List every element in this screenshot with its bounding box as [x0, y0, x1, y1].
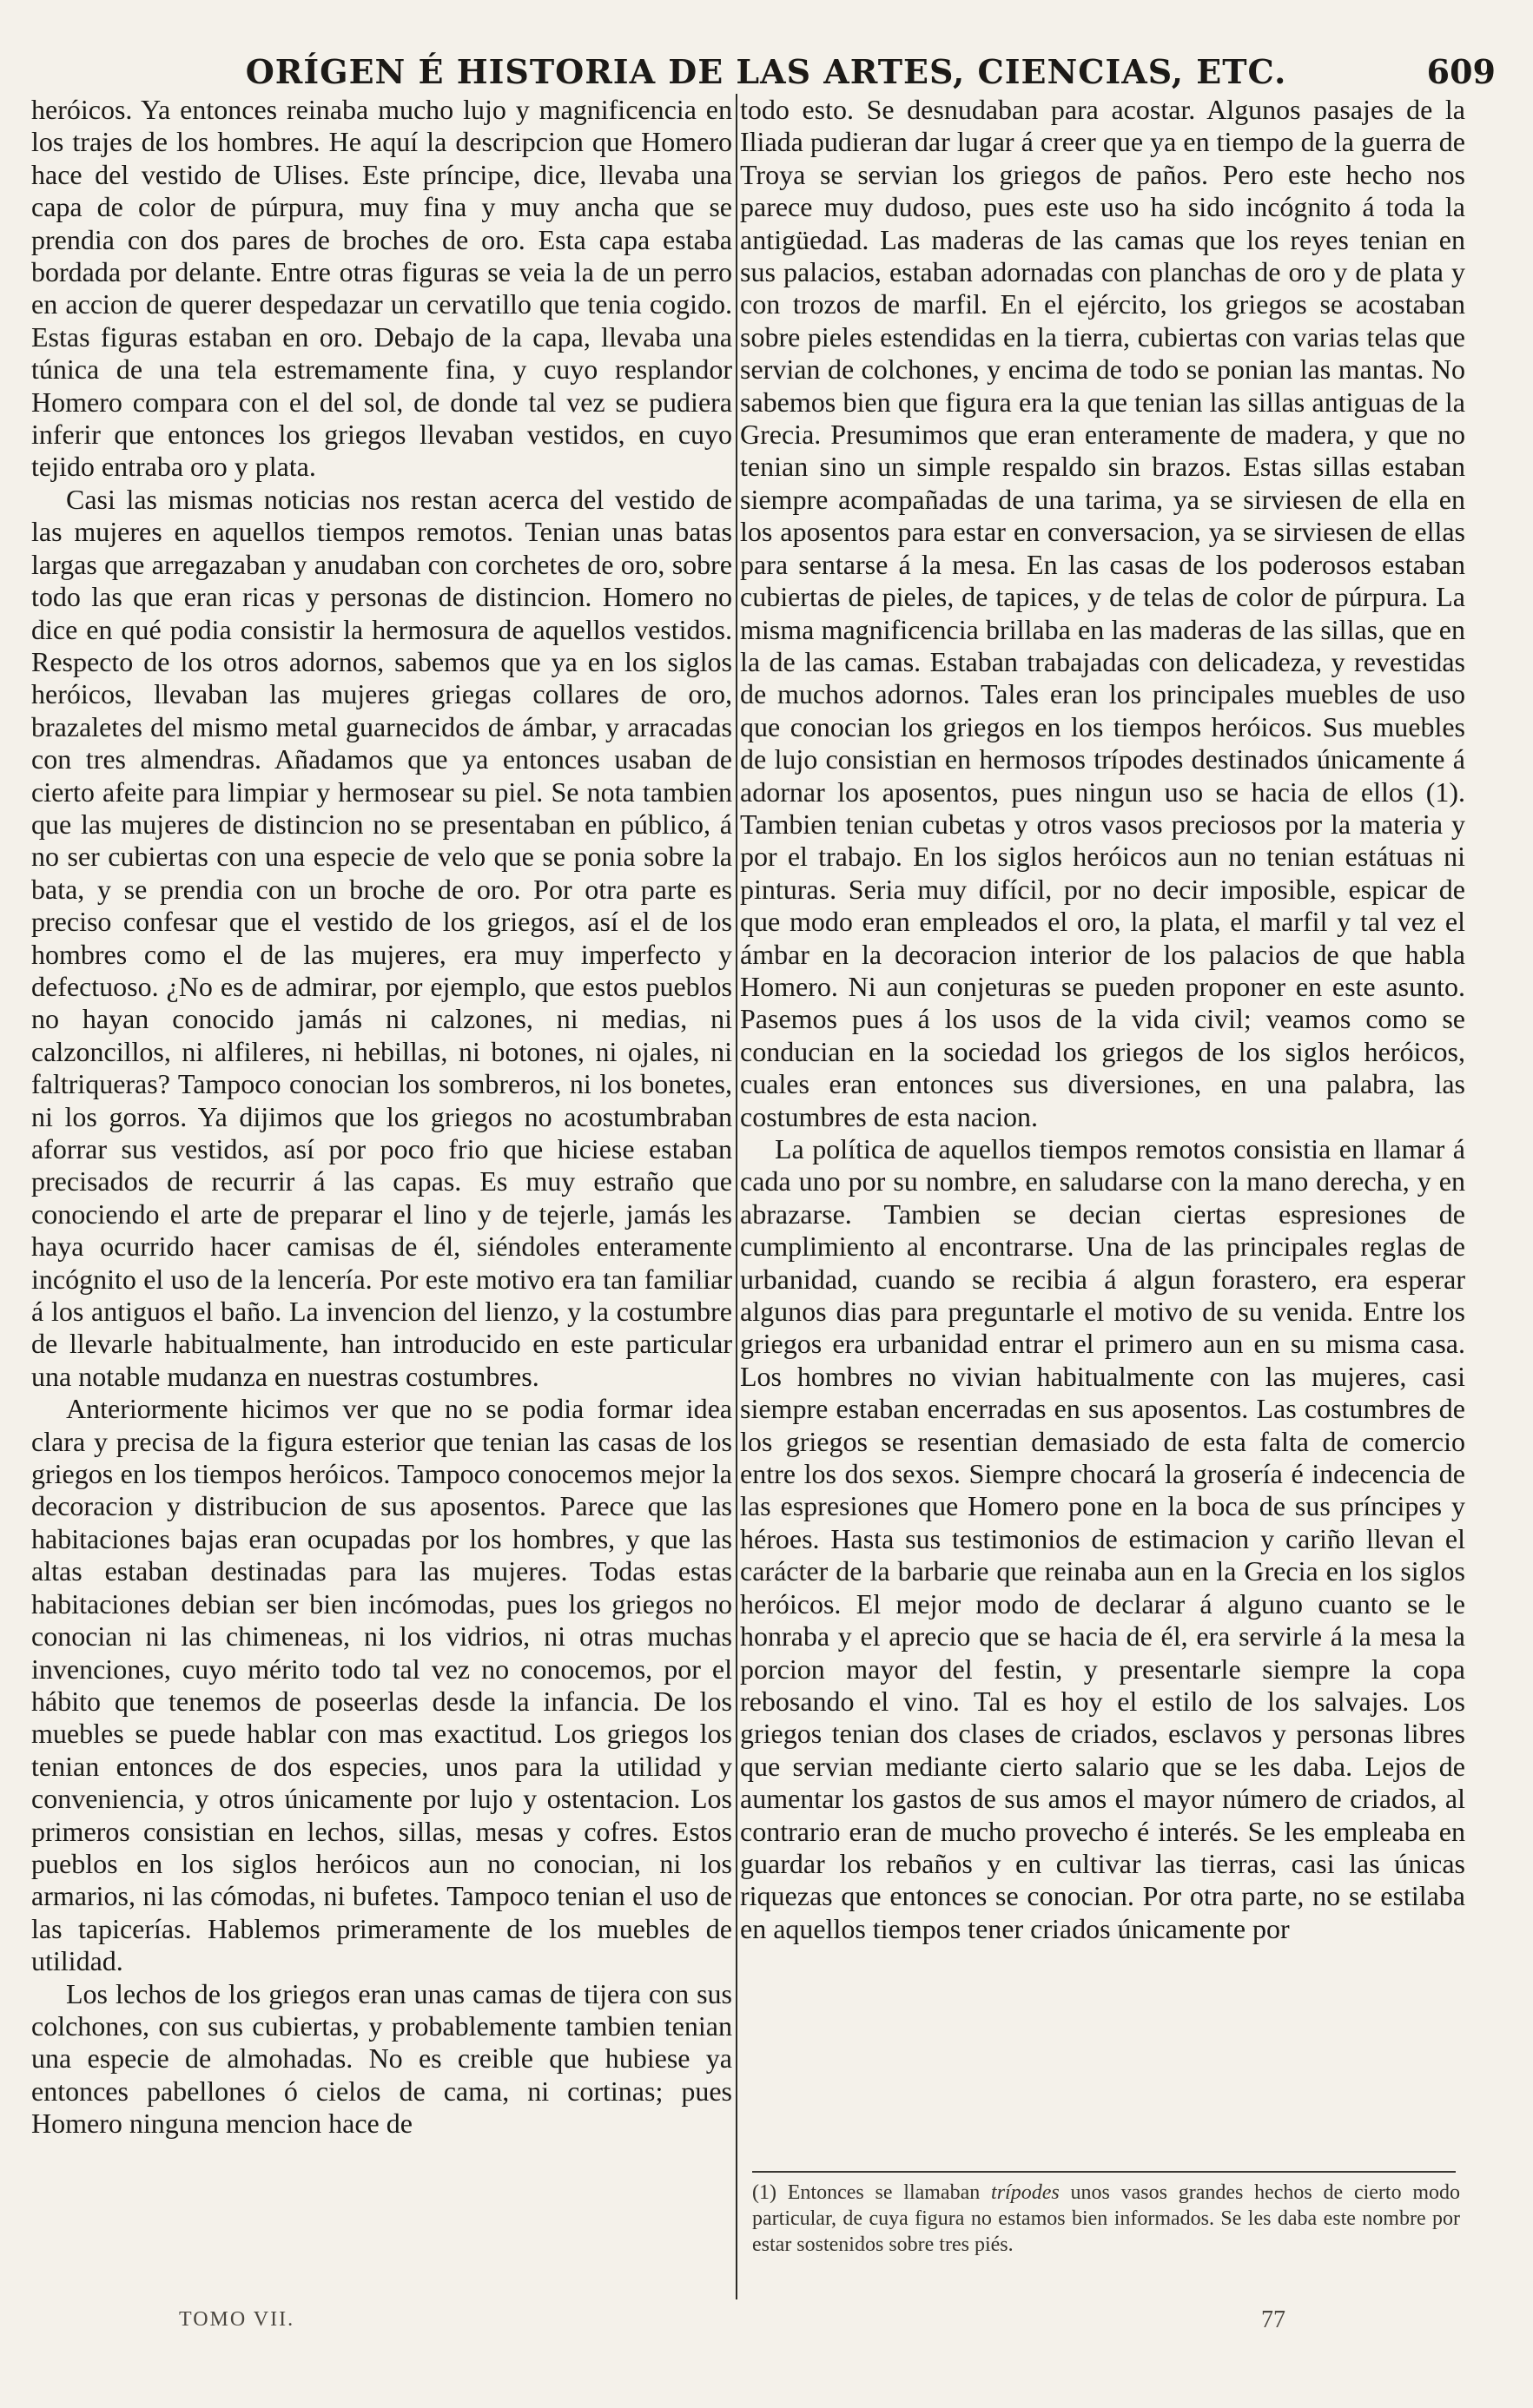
- paragraph: heróicos. Ya entonces reinaba mucho lujo y magnificencia en los trajes de los hombres. He aquí la descripcion que Homero hace del vestido de Ulises. Este príncipe, dice, llevaba una capa de color de púrpura, muy fina y muy ancha que se prendia con dos pares de broches de oro. Esta capa estaba bordada por delante. Entre otras figuras se veia la de un perro en accion de querer despedazar un cervatillo que tenia cogido. Estas figuras estaban en oro. Debajo de la capa, llevaba una túnica de una tela estremamente fina, y cuyo resplandor Homero compara con el del sol, de donde tal vez se pudiera inferir que entonces los griegos llevaban vestidos, en cuyo tejido entraba oro y plata.: [31, 94, 732, 483]
- sheet-number: 77: [1261, 2306, 1285, 2333]
- paragraph: Anteriormente hicimos ver que no se podia formar idea clara y precisa de la figura esterior que tenian las casas de los griegos en los tiempos heróicos. Tampoco conocemos mejor la decoracion y distribucion de sus aposentos. Parece que las habitaciones bajas eran ocupadas por los hombres, y que las altas estaban destinadas para las mujeres. Todas estas habitaciones debian ser bien incómodas, pues los griegos no conocian ni las chimeneas, ni los vidrios, ni otras muchas invenciones, cuyo mérito todo tal vez no conocemos, por el hábito que tenemos de poseerlas desde la infancia. De los muebles se puede hablar con mas exactitud. Los griegos los tenian entonces de dos especies, unos para la utilidad y conveniencia, y otros únicamente por lujo y ostentacion. Los primeros consistian en lechos, sillas, mesas y cofres. Estos pueblos en los siglos heróicos aun no conocian, ni los armarios, ni las cómodas, ni bufetes. Tampoco tenian el uso de las tapicerías. Hablemos primeramente de los muebles de utilidad.: [31, 1393, 732, 1977]
- footnote-text-after: unos vasos grandes hechos de cierto modo particular, de cuya figura no estamos bien informados. Se les daba este nombre por estar sostenidos sobre tres piés.: [752, 2181, 1461, 2256]
- paragraph: Casi las mismas noticias nos restan acerca del vestido de las mujeres en aquellos tiempos remotos. Tenian unas batas largas que arregazaban y anudaban con corchetes de oro, sobre todo las que eran ricas y personas de distincion. Homero no dice en qué podia consistir la hermosura de aquellos vestidos. Respecto de los otros adornos, sabemos que ya en los siglos heróicos, llevaban las mujeres griegas collares de oro, brazaletes del mismo metal guarnecidos de ámbar, y arracadas con tres almendras. Añadamos que ya entonces usaban de cierto afeite para limpiar y hermosear su piel. Se nota tambien que las mujeres de distincion no se presentaban en público, á no ser cubiertas con una especie de velo que se ponia sobre la bata, y se prendia con un broche de oro. Por otra parte es preciso confesar que el vestido de los griegos, así el de los hombres como el de las mujeres, era muy imperfecto y defectuoso. ¿No es de admirar, por ejemplo, que estos pueblos no hayan conocido jamás ni calzones, ni medias, ni calzoncillos, ni alfileres, ni hebillas, ni botones, ni ojales, ni faltriqueras? Tampoco conocian los sombreros, ni los bonetes, ni los gorros. Ya dijimos que los griegos no acostumbraban aforrar sus vestidos, así por poco frio que hiciese estaban precisados de recurrir á las capas. Es muy estraño que conociendo el arte de preparar el lino y de tejerle, jamás les haya ocurrido hacer camisas de él, siéndoles enteramente incógnito el uso de la lencería. Por este motivo era tan familiar á los antiguos el baño. La invencion del lienzo, y la costumbre de llevarle habitualmente, han introducido en este particular una notable mudanza en nuestras costumbres.: [31, 483, 732, 1392]
- footnote-marker: (1): [752, 2181, 776, 2204]
- right-column: [740, 94, 1465, 1945]
- footnote-rule: [752, 2171, 1456, 2173]
- left-column: [31, 94, 732, 2141]
- paragraph: todo esto. Se desnudaban para acostar. Algunos pasajes de la Iliada pudieran dar lugar á creer que ya en tiempo de la guerra de Troya se servian los griegos de paños. Pero este hecho nos parece muy dudoso, pues este uso ha sido incógnito á toda la antigüedad. Las maderas de las camas que los reyes tenian en sus palacios, estaban adornadas con planchas de oro y de plata y con trozos de marfil. En el ejército, los griegos se acostaban sobre pieles estendidas en la tierra, cubiertas con varias telas que servian de colchones, y encima de todo se ponian las mantas. No sabemos bien que figura era la que tenian las sillas antiguas de la Grecia. Presumimos que eran enteramente de madera, y que no tenian sino un simple respaldo sin brazos. Estas sillas estaban siempre acompañadas de una tarima, ya se sirviesen de ella en los aposentos para estar en conversacion, ya se sirviesen de ellas para sentarse á la mesa. En las casas de los poderosos estaban cubiertas de pieles, de tapices, y de telas de color de púrpura. La misma magnificencia brillaba en las maderas de las sillas, que en la de las camas. Estaban trabajadas con delicadeza, y revestidas de muchos adornos. Tales eran los principales muebles de uso que conocian los griegos en los tiempos heróicos. Sus muebles de lujo consistian en hermosos trípodes destinados únicamente á adornar los aposentos, pues ningun uso se hacia de ellos (1). Tambien tenian cubetas y otros vasos preciosos por la materia y por el trabajo. En los siglos heróicos aun no tenian estátuas ni pinturas. Seria muy difícil, por no decir imposible, espicar de que modo eran empleados el oro, la plata, el marfil y tal vez el ámbar en la decoracion interior de los palacios de que habla Homero. Ni aun conjeturas se pueden proponer en este asunto. Pasemos pues á los usos de la vida civil; veamos como se conducian en la sociedad los griegos de los siglos heróicos, cuales eran entonces sus diversiones, en una palabra, las costumbres de esta nacion.: [740, 94, 1465, 1132]
- page-number: 609: [1426, 52, 1496, 91]
- paragraph: La política de aquellos tiempos remotos consistia en llamar á cada uno por su nombre, en saludarse con la mano derecha, y en abrazarse. Tambien se decian ciertas espresiones de cumplimiento al encontrarse. Una de las principales reglas de urbanidad, cuando se recibia á algun forastero, era esperar algunos dias para preguntarle el motivo de su venida. Entre los griegos era urbanidad entrar el primero aun en su misma casa. Los hombres no vivian habitualmente con las mujeres, casi siempre estaban encerradas en sus aposentos. Las costumbres de los griegos se resentian demasiado de esta falta de comercio entre los dos sexos. Siempre chocará la grosería é indecencia de las espresiones que Homero pone en la boca de sus príncipes y héroes. Hasta sus testimonios de estimacion y cariño llevan el carácter de la barbarie que reinaba aun en la Grecia en los siglos heróicos. El mejor modo de declarar á alguno cuanto se le honraba y el aprecio que se hacia de él, era servirle á la mesa la porcion mayor del festin, y presentarle siempre la copa rebosando el vino. Tal es hoy el estilo de los salvajes. Los griegos tenian dos clases de criados, esclavos y personas libres que servian mediante cierto salario que se les daba. Lejos de aumentar los gastos de sus amos el mayor número de criados, al contrario eran de mucho provecho é interés. Se les empleaba en guardar los rebaños y en cultivar las tierras, casi las únicas riquezas que entonces se conocian. Por otra parte, no se estilaba en aquellos tiempos tener criados únicamente por: [740, 1133, 1465, 1944]
- footnote-text-before: Entonces se llamaban: [787, 2181, 981, 2204]
- column-divider: [736, 94, 737, 2299]
- running-title: ORÍGEN É HISTORIA DE LAS ARTES, CIENCIAS, ETC.: [245, 52, 1287, 91]
- paragraph: Los lechos de los griegos eran unas camas de tijera con sus colchones, con sus cubiertas, y probablemente tambien tenian una especie de almohadas. No es creible que hubiese ya entonces pabellones ó cielos de cama, ni cortinas; pues Homero ninguna mencion hace de: [31, 1977, 732, 2140]
- footnote: [752, 2180, 1460, 2258]
- running-header: [31, 50, 1501, 94]
- volume-signature: TOMO VII.: [179, 2308, 295, 2331]
- footnote-italic-term: trípodes: [991, 2181, 1060, 2204]
